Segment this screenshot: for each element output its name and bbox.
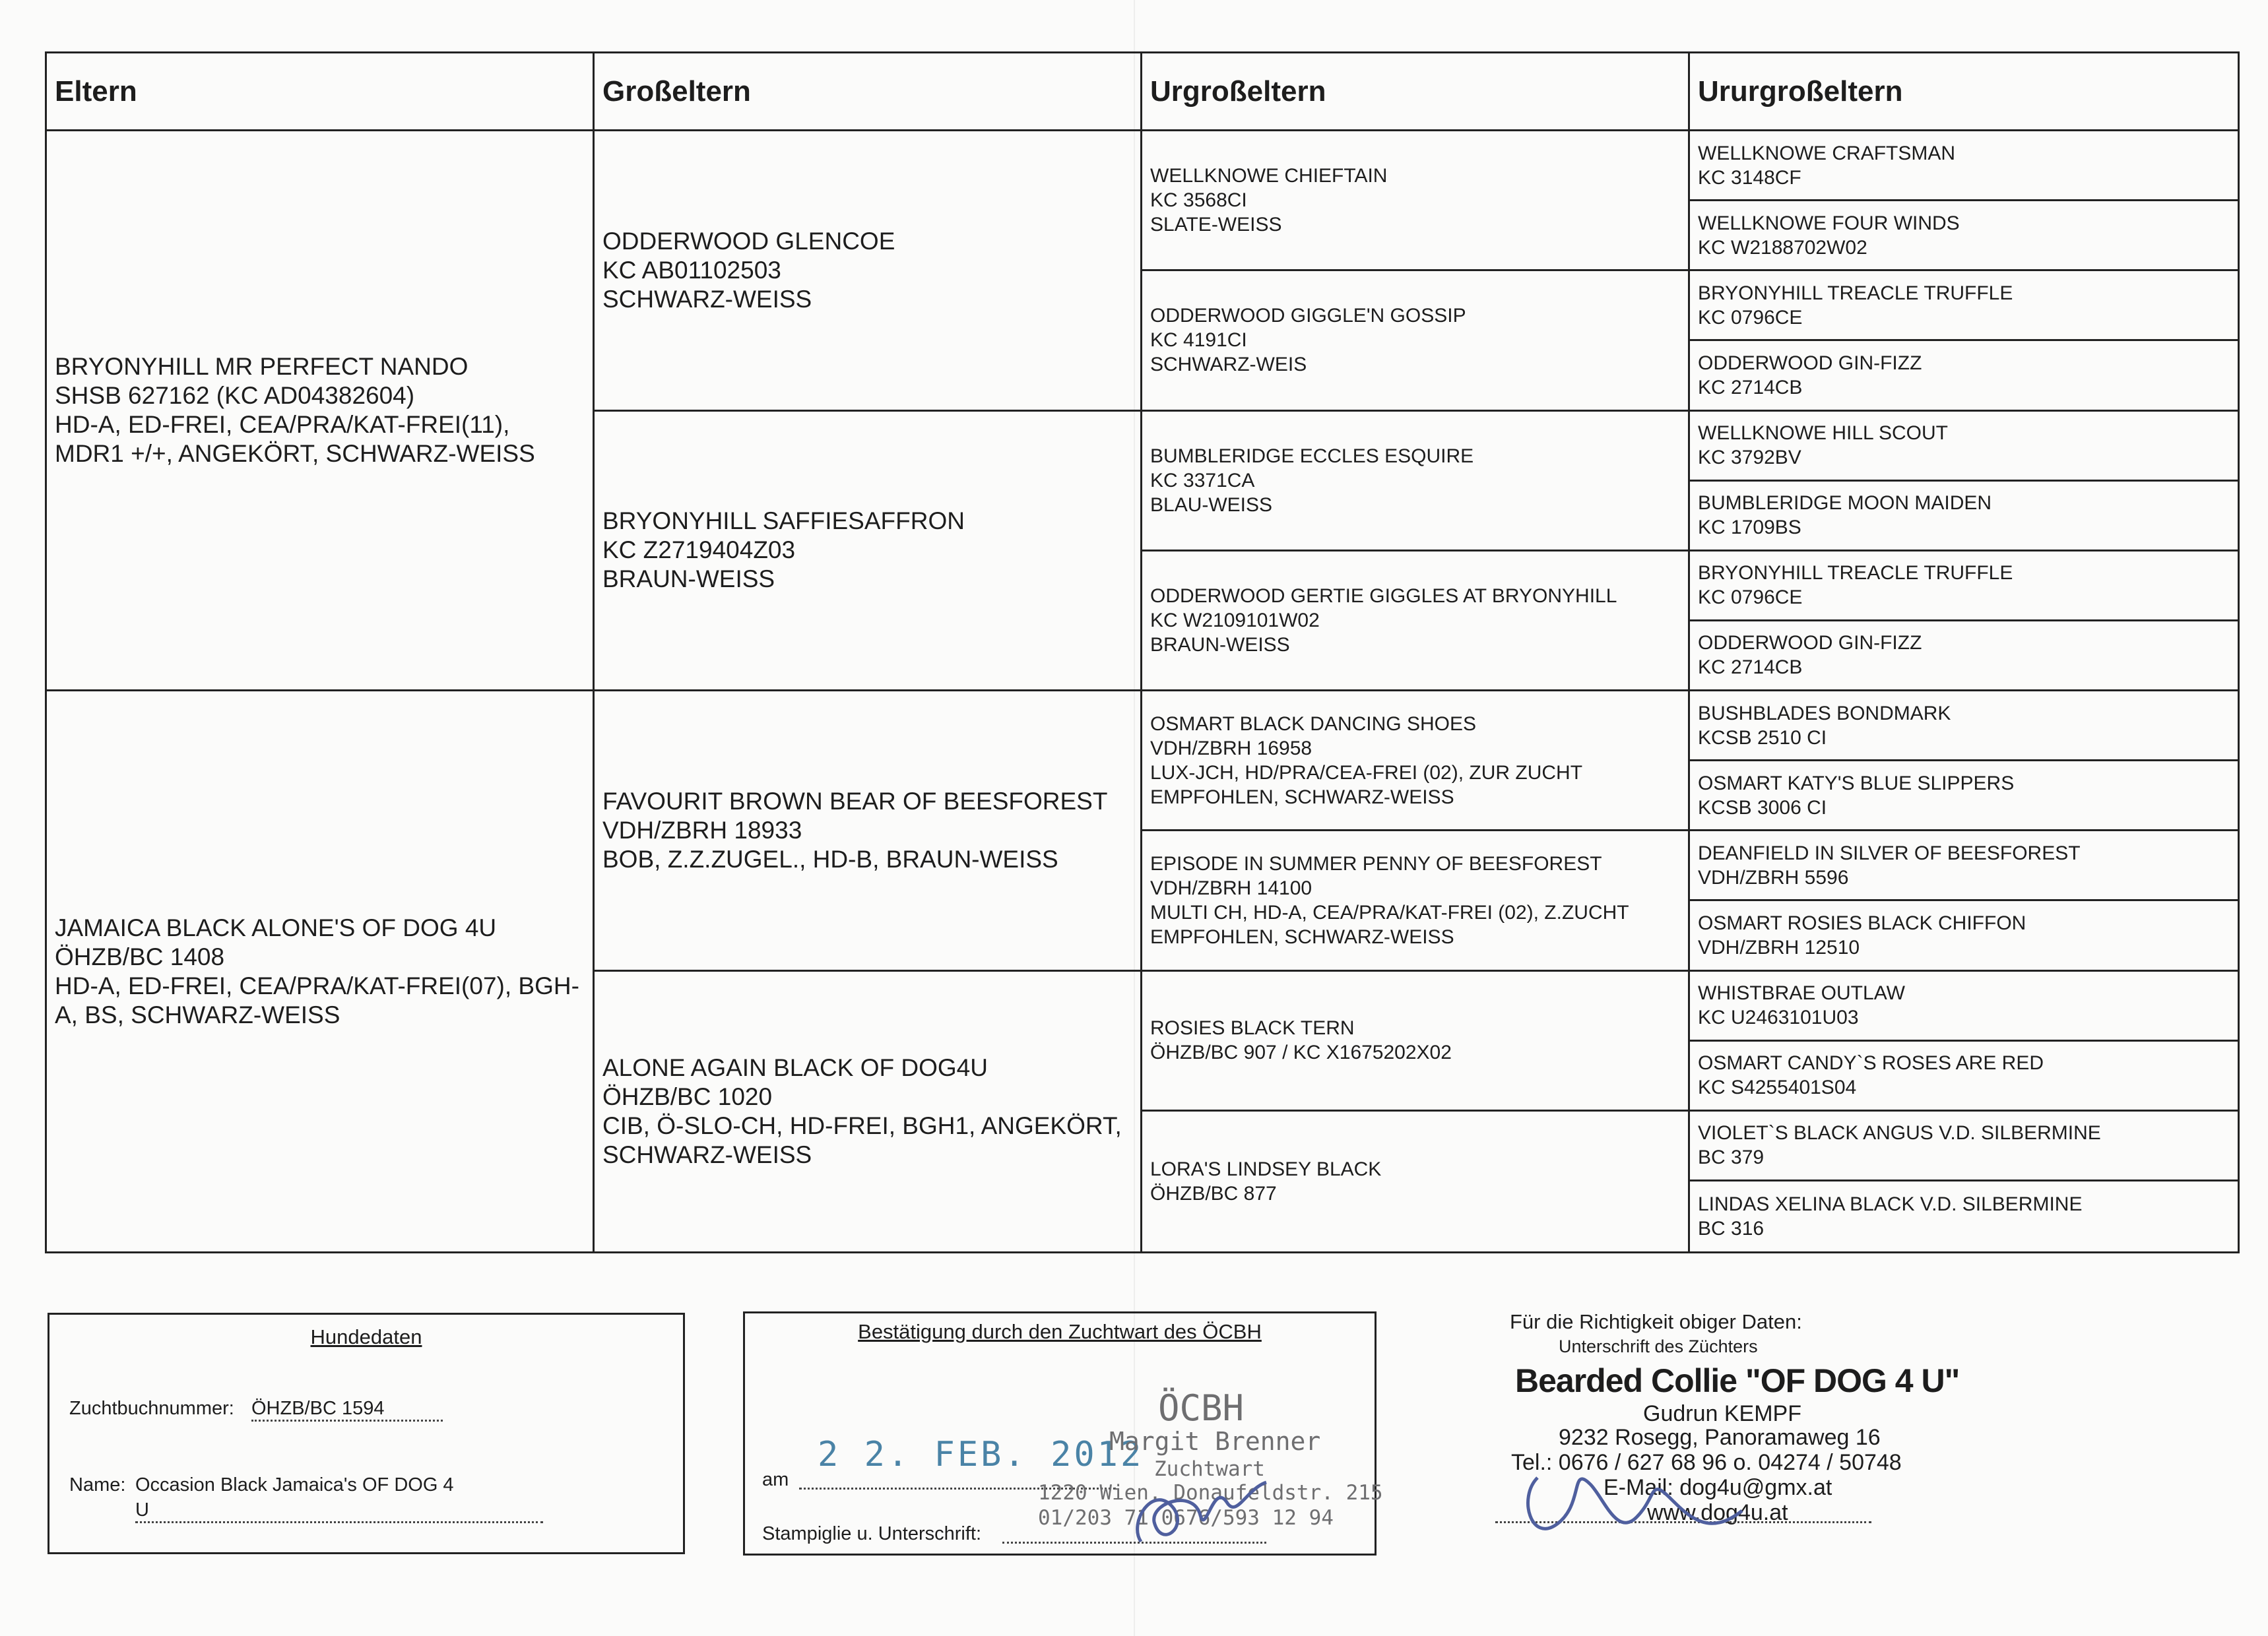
great-grandparent-cell [1142, 271, 1690, 411]
great-great-grandparent-cell [1690, 831, 2240, 901]
great-grandparent-name: WELLKNOWE CHIEFTAIN [1150, 165, 1388, 187]
parent-cell [47, 691, 595, 1251]
grandparent-detail: SCHWARZ-WEISS [602, 1141, 812, 1168]
stamp-role: Zuchtwart [1154, 1457, 1265, 1481]
grandparent-detail: CIB, Ö-SLO-CH, HD-FREI, BGH1, ANGEKÖRT, [602, 1112, 1122, 1139]
grandparent-cell [595, 131, 1142, 412]
grandparent-name: ODDERWOOD GLENCOE [602, 227, 895, 255]
grandparent-cell [595, 972, 1142, 1252]
great-grandparent-cell [1142, 131, 1690, 271]
great-great-grandparent-cell [1690, 201, 2240, 271]
great-grandparent-name: EPISODE IN SUMMER PENNY OF BEESFOREST [1150, 852, 1602, 875]
great-great-grandparent-name: WELLKNOWE FOUR WINDS [1698, 212, 1960, 234]
great-great-grandparent-detail: VDH/ZBRH 5596 [1698, 866, 1849, 889]
great-grandparent-detail: KC 3371CA [1150, 469, 1255, 491]
stamp-phone: 01/203 71 0676/593 12 94 [1038, 1506, 1334, 1530]
great-great-grandparent-name: DEANFIELD IN SILVER OF BEESFOREST [1698, 842, 2081, 864]
bestaetigung-title: Bestätigung durch den Zuchtwart des ÖCBH [858, 1320, 1262, 1343]
grandparent-detail: ÖHZB/BC 1020 [602, 1083, 773, 1110]
header-grosseltern: Großeltern [595, 53, 1142, 131]
hundedaten-title: Hundedaten [310, 1325, 422, 1348]
parent-detail: ÖHZB/BC 1408 [55, 943, 225, 970]
great-grandparent-detail: SCHWARZ-WEIS [1150, 354, 1307, 376]
great-grandparent-cell [1142, 551, 1690, 691]
richtigkeit-text: Für die Richtigkeit obiger Daten: [1510, 1310, 1802, 1333]
great-great-grandparent-detail: KC 0796CE [1698, 586, 1803, 609]
great-great-grandparent-detail: KC 0796CE [1698, 306, 1803, 329]
great-grandparent-detail: ÖHZB/BC 877 [1150, 1182, 1277, 1205]
great-great-grandparent-cell [1690, 901, 2240, 971]
great-great-grandparent-detail: KCSB 3006 CI [1698, 796, 1827, 819]
grandparent-detail: KC AB01102503 [602, 256, 781, 284]
date-stamp: 2 2. FEB. 2012 [818, 1435, 1144, 1474]
great-grandparent-name: ODDERWOOD GERTIE GIGGLES AT BRYONYHILL [1150, 584, 1617, 607]
great-great-grandparent-detail: VDH/ZBRH 12510 [1698, 936, 1860, 959]
breeder-email: E-Mail: dog4u@gmx.at [1604, 1475, 1832, 1500]
parent-name: BRYONYHILL MR PERFECT NANDO [55, 353, 469, 380]
am-label: am [762, 1469, 789, 1490]
great-grandparent-detail: ÖHZB/BC 907 / KC X1675202X02 [1150, 1042, 1452, 1064]
pedigree-table [45, 51, 2240, 1253]
great-grandparent-name: LORA'S LINDSEY BLACK [1150, 1158, 1382, 1180]
parent-detail: A, BS, SCHWARZ-WEISS [55, 1001, 340, 1028]
stamp-address: 1220 Wien, Donaufeldstr. 215 [1038, 1481, 1383, 1505]
great-great-grandparent-cell [1690, 341, 2240, 411]
dog-name-line2: U [135, 1499, 543, 1523]
great-great-grandparent-cell [1690, 1112, 2240, 1181]
great-great-grandparent-name: WHISTBRAE OUTLAW [1698, 982, 1905, 1005]
breeder-tel: Tel.: 0676 / 627 68 96 o. 04274 / 50748 [1511, 1450, 1902, 1475]
header-urgrosseltern: Urgroßeltern [1142, 53, 1690, 131]
breeder-web: www.dog4u.at [1647, 1500, 1788, 1525]
breeder-name: Gudrun KEMPF [1643, 1401, 1801, 1426]
grandparent-name: ALONE AGAIN BLACK OF DOG4U [602, 1054, 988, 1081]
great-grandparent-cell [1142, 1112, 1690, 1251]
parent-cell [47, 131, 595, 691]
grandparent-detail: BOB, Z.Z.ZUGEL., HD-B, BRAUN-WEISS [602, 845, 1058, 873]
stamp-name: Margit Brenner [1109, 1427, 1321, 1456]
great-grandparent-name: OSMART BLACK DANCING SHOES [1150, 712, 1477, 735]
great-great-grandparent-detail: KC W2188702W02 [1698, 236, 1867, 259]
great-grandparent-cell [1142, 691, 1690, 831]
great-grandparent-name: BUMBLERIDGE ECCLES ESQUIRE [1150, 445, 1474, 467]
grandparent-detail: SCHWARZ-WEISS [602, 285, 812, 313]
bestaetigung-box [743, 1311, 1383, 1556]
great-grandparent-detail: VDH/ZBRH 16958 [1150, 737, 1312, 759]
unterschrift-zuechter: Unterschrift des Züchters [1559, 1337, 1758, 1356]
great-grandparent-detail: KC 3568CI [1150, 189, 1247, 212]
great-great-grandparent-detail: KCSB 2510 CI [1698, 726, 1827, 749]
parent-name: JAMAICA BLACK ALONE'S OF DOG 4U [55, 914, 497, 941]
great-great-grandparent-name: WELLKNOWE CRAFTSMAN [1698, 142, 1956, 164]
grandparent-name: BRYONYHILL SAFFIESAFFRON [602, 507, 965, 535]
great-great-grandparent-name: ODDERWOOD GIN-FIZZ [1698, 632, 1922, 654]
great-grandparent-cell [1142, 412, 1690, 551]
grandparent-name: FAVOURIT BROWN BEAR OF BEESFOREST [602, 787, 1108, 815]
great-grandparent-detail: VDH/ZBRH 14100 [1150, 877, 1312, 899]
great-great-grandparent-cell [1690, 972, 2240, 1042]
great-great-grandparent-detail: KC S4255401S04 [1698, 1077, 1857, 1099]
kennel-name: Bearded Collie "OF DOG 4 U" [1515, 1362, 1960, 1399]
great-great-grandparent-name: LINDAS XELINA BLACK V.D. SILBERMINE [1698, 1193, 2083, 1215]
great-great-grandparent-cell [1690, 621, 2240, 691]
great-great-grandparent-cell [1690, 412, 2240, 482]
great-great-grandparent-name: BUSHBLADES BONDMARK [1698, 702, 1951, 724]
zuchtwart-signature-icon [1115, 1443, 1312, 1555]
great-grandparent-cell [1142, 972, 1690, 1112]
parent-detail: HD-A, ED-FREI, CEA/PRA/KAT-FREI(07), BGH- [55, 972, 579, 999]
great-grandparent-detail: BLAU-WEISS [1150, 493, 1273, 516]
great-great-grandparent-name: OSMART ROSIES BLACK CHIFFON [1698, 912, 2026, 934]
great-great-grandparent-detail: KC U2463101U03 [1698, 1007, 1859, 1029]
stampiglie-label: Stampiglie u. Unterschrift: [762, 1523, 982, 1544]
breeder-signature-icon [1491, 1438, 1795, 1557]
name-label: Name: [69, 1474, 126, 1495]
great-great-grandparent-cell [1690, 482, 2240, 551]
great-grandparent-cell [1142, 831, 1690, 971]
great-grandparent-detail: LUX-JCH, HD/PRA/CEA-FREI (02), ZUR ZUCHT [1150, 761, 1583, 784]
hundedaten-box [48, 1313, 685, 1554]
great-great-grandparent-cell [1690, 691, 2240, 761]
grandparent-detail: BRAUN-WEISS [602, 565, 775, 593]
great-great-grandparent-detail: BC 316 [1698, 1217, 1765, 1240]
great-grandparent-detail: KC W2109101W02 [1150, 609, 1320, 631]
grandparent-cell [595, 412, 1142, 692]
great-great-grandparent-cell [1690, 271, 2240, 341]
great-great-grandparent-detail: KC 3792BV [1698, 447, 1801, 469]
grandparent-cell [595, 691, 1142, 972]
great-great-grandparent-name: ODDERWOOD GIN-FIZZ [1698, 352, 1922, 374]
grandparent-detail: VDH/ZBRH 18933 [602, 816, 802, 844]
great-great-grandparent-detail: BC 379 [1698, 1147, 1765, 1169]
great-great-grandparent-detail: KC 3148CF [1698, 166, 1801, 189]
header-eltern: Eltern [47, 53, 595, 131]
parent-detail: MDR1 +/+, ANGEKÖRT, SCHWARZ-WEISS [55, 440, 535, 467]
great-great-grandparent-cell [1690, 131, 2240, 201]
great-great-grandparent-name: BRYONYHILL TREACLE TRUFFLE [1698, 562, 2013, 584]
great-great-grandparent-detail: KC 1709BS [1698, 517, 1801, 539]
great-grandparent-name: ROSIES BLACK TERN [1150, 1017, 1355, 1040]
great-grandparent-detail: EMPFOHLEN, SCHWARZ-WEISS [1150, 926, 1454, 948]
great-great-grandparent-name: VIOLET`S BLACK ANGUS V.D. SILBERMINE [1698, 1122, 2101, 1145]
great-grandparent-detail: MULTI CH, HD-A, CEA/PRA/KAT-FREI (02), Z.ZUCHT [1150, 901, 1629, 924]
great-great-grandparent-cell [1690, 551, 2240, 621]
great-grandparent-detail: SLATE-WEISS [1150, 214, 1282, 236]
great-great-grandparent-name: BRYONYHILL TREACLE TRUFFLE [1698, 282, 2013, 304]
zuchtbuch-value: ÖHZB/BC 1594 [251, 1398, 443, 1422]
great-grandparent-detail: BRAUN-WEISS [1150, 633, 1290, 656]
great-grandparent-detail: EMPFOHLEN, SCHWARZ-WEISS [1150, 786, 1454, 808]
great-great-grandparent-cell [1690, 1181, 2240, 1251]
great-grandparent-name: ODDERWOOD GIGGLE'N GOSSIP [1150, 305, 1466, 327]
great-great-grandparent-name: OSMART KATY'S BLUE SLIPPERS [1698, 772, 2015, 794]
great-great-grandparent-detail: KC 2714CB [1698, 656, 1803, 679]
great-great-grandparent-name: WELLKNOWE HILL SCOUT [1698, 422, 1948, 445]
header-ururgrosseltern: Ururgroßeltern [1690, 53, 2240, 131]
dog-name-line1: Occasion Black Jamaica's OF DOG 4 [135, 1474, 454, 1495]
zuchtbuch-label: Zuchtbuchnummer: [69, 1398, 234, 1419]
parent-detail: SHSB 627162 (KC AD04382604) [55, 382, 415, 409]
grandparent-detail: KC Z2719404Z03 [602, 536, 796, 564]
great-grandparent-detail: KC 4191CI [1150, 329, 1247, 352]
great-great-grandparent-cell [1690, 1042, 2240, 1112]
stamp-club: ÖCBH [1158, 1387, 1245, 1429]
breeder-address: 9232 Rosegg, Panoramaweg 16 [1559, 1425, 1881, 1450]
parent-detail: HD-A, ED-FREI, CEA/PRA/KAT-FREI(11), [55, 411, 510, 438]
great-great-grandparent-name: OSMART CANDY`S ROSES ARE RED [1698, 1052, 2044, 1075]
great-great-grandparent-cell [1690, 761, 2240, 831]
great-great-grandparent-name: BUMBLERIDGE MOON MAIDEN [1698, 492, 1992, 515]
great-great-grandparent-detail: KC 2714CB [1698, 376, 1803, 398]
